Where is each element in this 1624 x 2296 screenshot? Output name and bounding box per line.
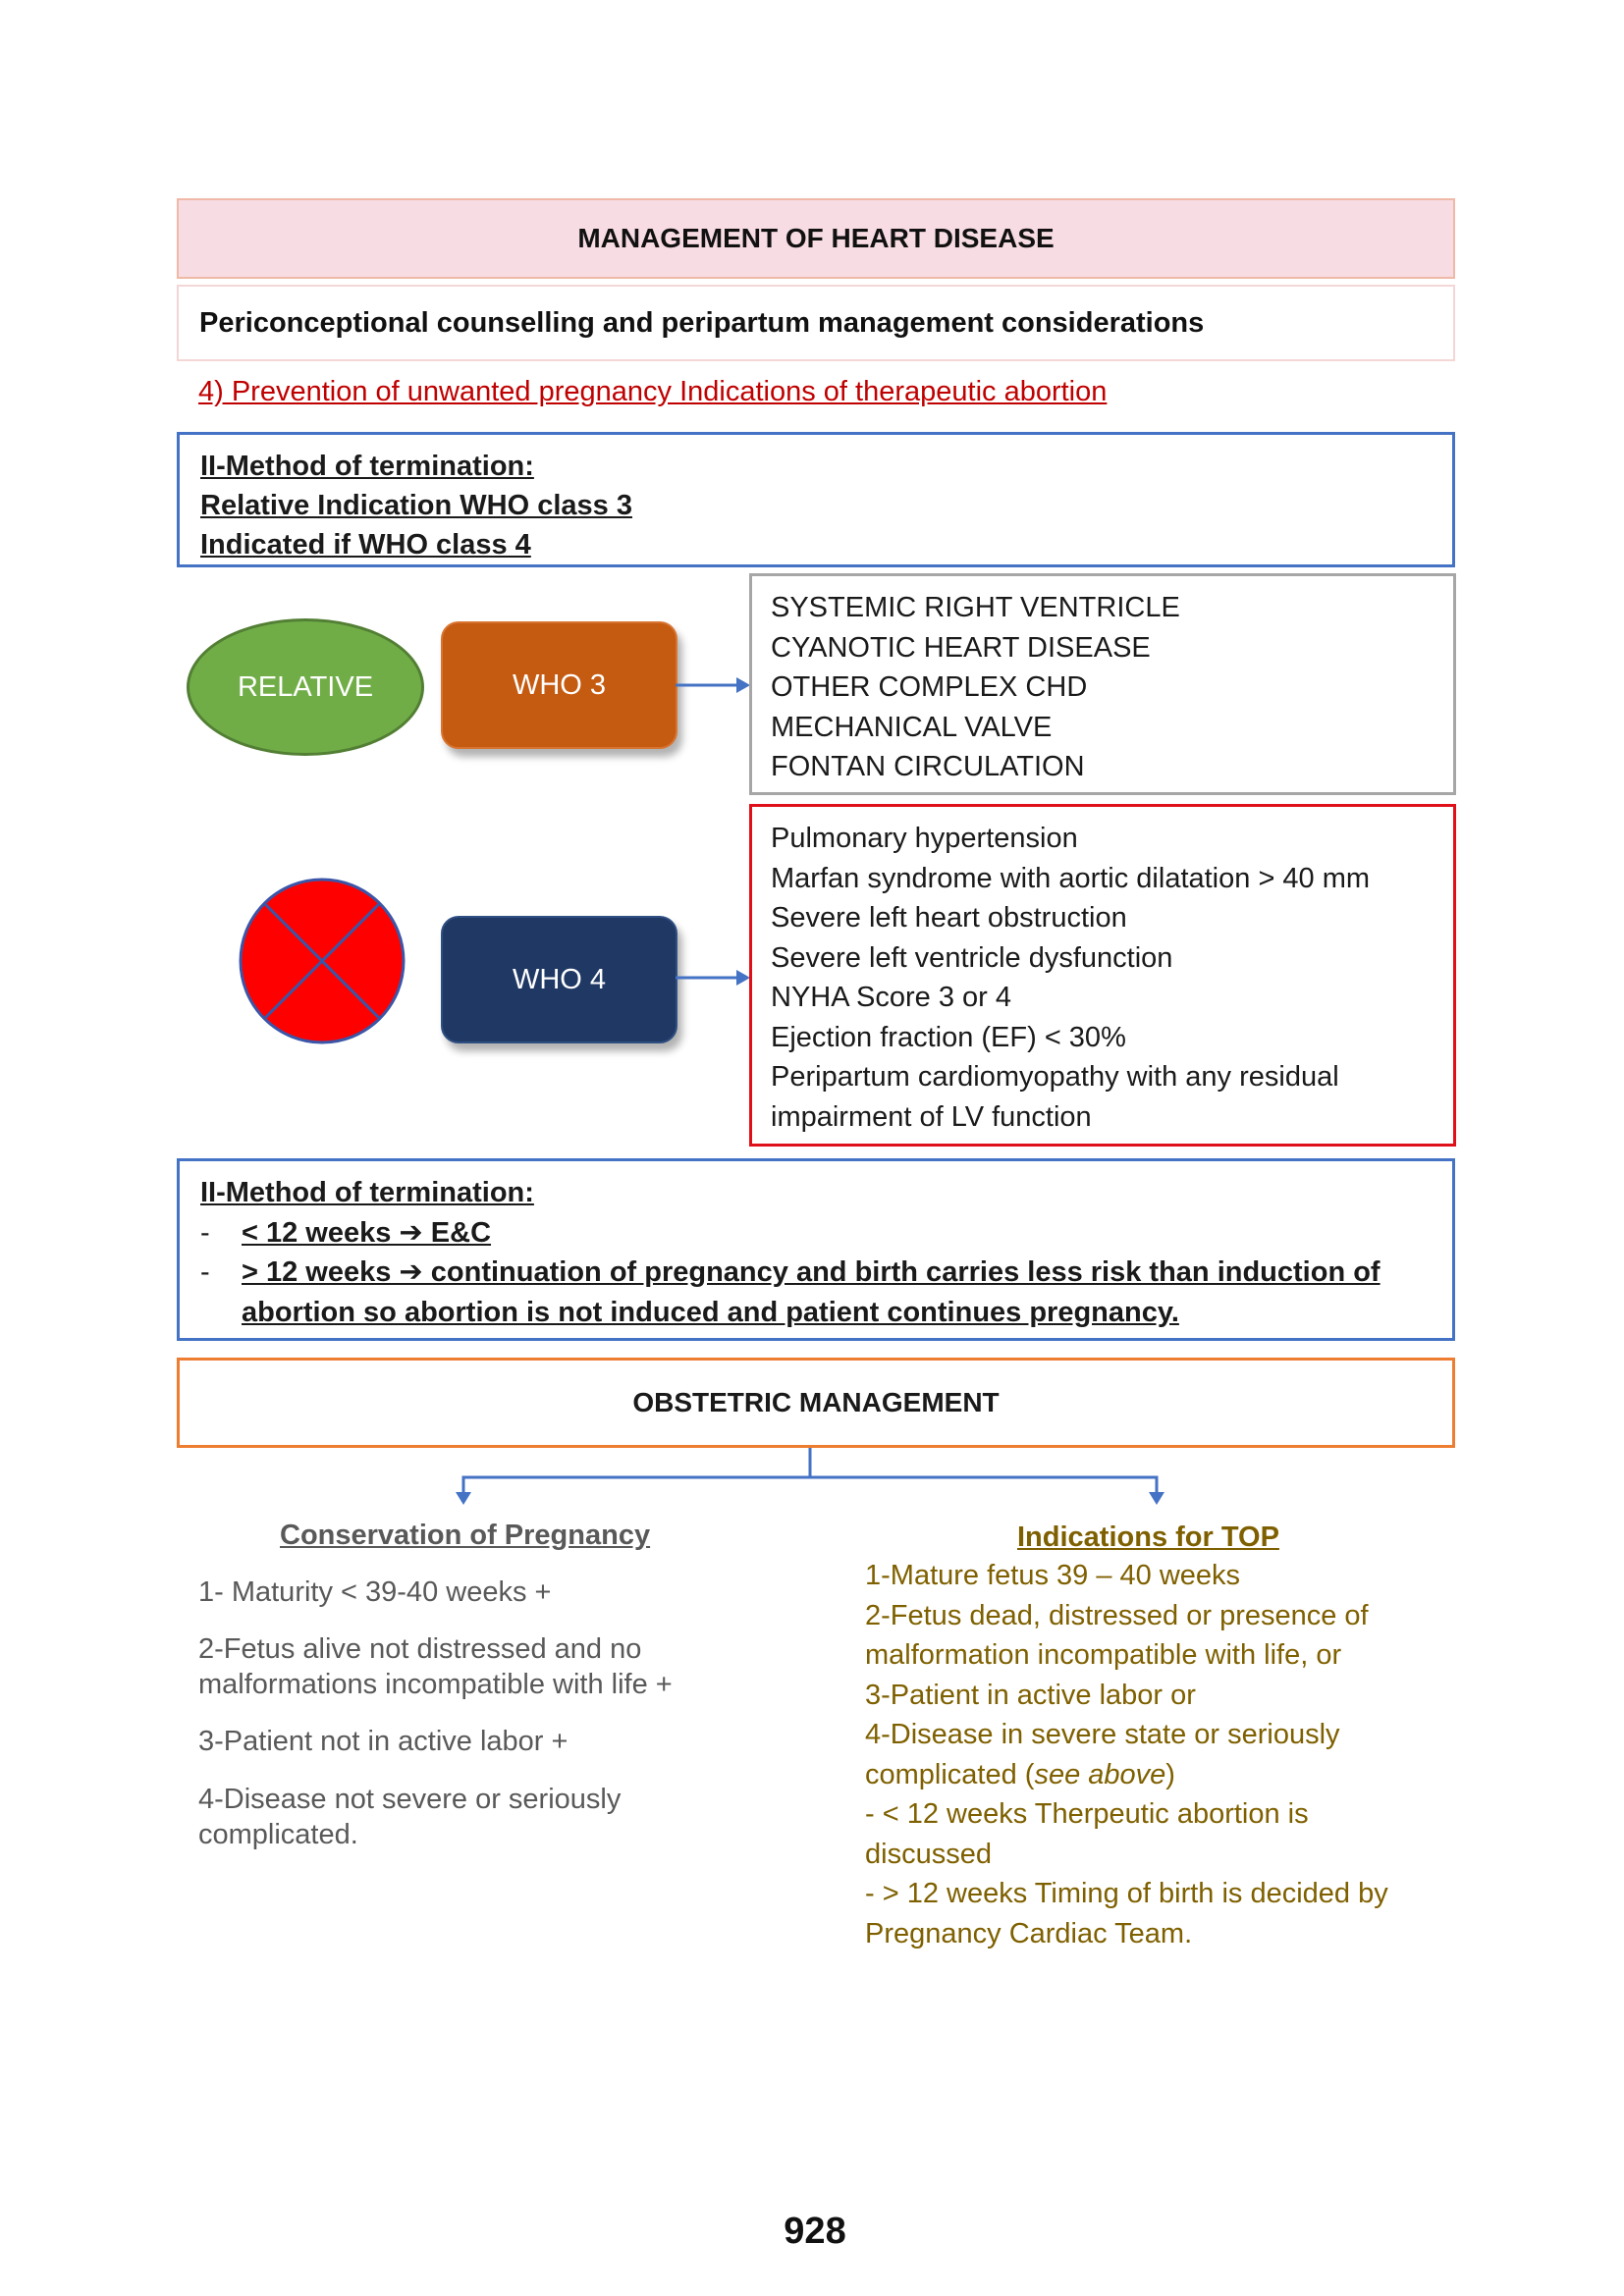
list-item: OTHER COMPLEX CHD <box>771 671 1088 703</box>
section-subtitle: Periconceptional counselling and peripartum management considerations <box>177 285 1455 361</box>
list-item: 4-Disease in severe state or seriously <box>865 1719 1340 1750</box>
see-above-note: see above <box>1034 1758 1166 1790</box>
method-heading: II-Method of termination: <box>200 451 534 482</box>
who4-box <box>441 916 677 1043</box>
list-item: Severe left heart obstruction <box>771 902 1127 934</box>
list-item: NYHA Score 3 or 4 <box>771 982 1011 1013</box>
list-item: 2-Fetus dead, distressed or presence of <box>865 1599 1369 1631</box>
method-box-1 <box>177 432 1455 567</box>
arrow-right-icon <box>676 673 752 697</box>
relative-indication-line: Relative Indication WHO class 3 <box>200 490 632 521</box>
relative-label: RELATIVE <box>237 670 374 703</box>
list-item: Pulmonary hypertension <box>771 823 1078 854</box>
list-item: Marfan syndrome with aortic dilatation > 40 mm <box>771 862 1371 894</box>
who3-conditions-list <box>749 573 1456 795</box>
list-item: complicated. <box>198 1819 358 1850</box>
arrow-down-icon <box>1149 1492 1164 1505</box>
termination-text: abortion so abortion is not induced and patient continues pregnancy. <box>242 1296 1179 1328</box>
list-item: CYANOTIC HEART DISEASE <box>771 631 1151 664</box>
method-box-2 <box>177 1158 1455 1341</box>
page-number: 928 <box>784 2211 846 2252</box>
prohibited-icon <box>238 869 406 1053</box>
list-item: malformations incompatible with life + <box>198 1669 673 1700</box>
relative-ellipse <box>187 618 424 756</box>
list-item: malformation incompatible with life, or <box>865 1639 1342 1671</box>
termination-text: > 12 weeks ➔ continuation of pregnancy and birth carries less risk than induction of <box>242 1256 1380 1288</box>
list-item: 3-Patient in active labor or <box>865 1679 1196 1711</box>
list-item: 1-Mature fetus 39 – 40 weeks <box>865 1560 1241 1591</box>
list-item: Pregnancy Cardiac Team. <box>865 1917 1193 1949</box>
indicated-line: Indicated if WHO class 4 <box>200 529 531 561</box>
list-item: discussed <box>865 1838 992 1870</box>
list-item: SYSTEMIC RIGHT VENTRICLE <box>771 592 1180 623</box>
bullet-dash: - <box>200 1216 210 1249</box>
who4-conditions-list <box>749 804 1456 1147</box>
arrow-down-icon <box>456 1492 471 1505</box>
list-item: complicated (see above) <box>865 1758 1175 1790</box>
list-item: - < 12 weeks Therpeutic abortion is <box>865 1798 1309 1830</box>
page-title: MANAGEMENT OF HEART DISEASE <box>177 198 1455 279</box>
section-link[interactable]: 4) Prevention of unwanted pregnancy Indications of therapeutic abortion <box>198 376 1108 407</box>
termination-row-under-12 <box>200 1213 1452 1254</box>
list-item: 4-Disease not severe or seriously <box>198 1784 622 1815</box>
list-item: Ejection fraction (EF) < 30% <box>771 1021 1126 1053</box>
list-item: Severe left ventricle dysfunction <box>771 941 1173 974</box>
indications-list <box>865 1556 1388 1953</box>
list-item: 2-Fetus alive not distressed and no <box>198 1633 642 1665</box>
who3-label: WHO 3 <box>512 668 607 701</box>
indications-top-title: Indications for TOP <box>1017 1522 1279 1553</box>
termination-row-continued <box>200 1293 1452 1333</box>
termination-text: < 12 weeks ➔ E&C <box>242 1216 492 1249</box>
conservation-title: Conservation of Pregnancy <box>280 1520 651 1551</box>
termination-row-over-12 <box>200 1253 1452 1293</box>
list-item: 3-Patient not in active labor + <box>198 1726 568 1757</box>
list-item: MECHANICAL VALVE <box>771 711 1053 743</box>
who4-label: WHO 4 <box>512 963 607 995</box>
arrow-right-icon <box>676 966 752 989</box>
list-item: 1- Maturity < 39-40 weeks + <box>198 1576 552 1608</box>
who3-box <box>441 621 677 749</box>
method-heading: II-Method of termination: <box>200 1177 534 1208</box>
branch-connector <box>447 1448 1173 1507</box>
bullet-dash: - <box>200 1256 210 1288</box>
obstetric-management-title: OBSTETRIC MANAGEMENT <box>177 1358 1455 1448</box>
list-item: FONTAN CIRCULATION <box>771 751 1085 782</box>
list-item: impairment of LV function <box>771 1100 1092 1133</box>
list-item: Peripartum cardiomyopathy with any residual <box>771 1061 1339 1093</box>
list-item: - > 12 weeks Timing of birth is decided by <box>865 1878 1388 1909</box>
